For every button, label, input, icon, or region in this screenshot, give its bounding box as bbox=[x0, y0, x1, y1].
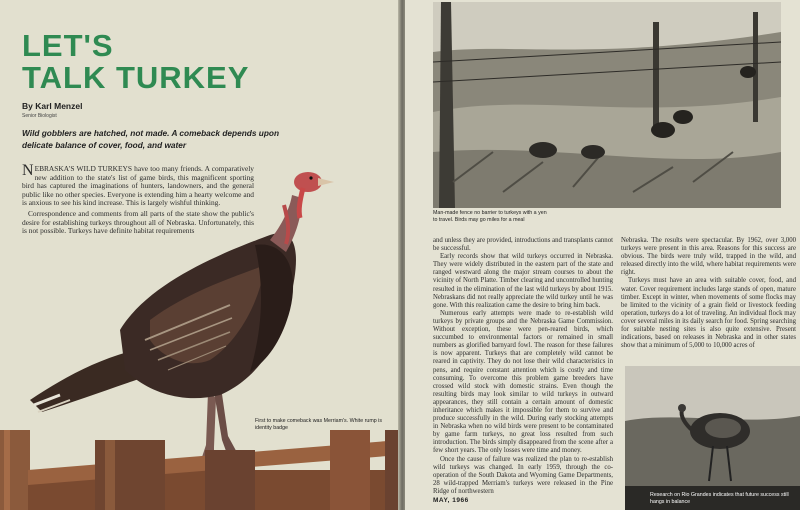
article-column-2 bbox=[621, 237, 796, 350]
intro-paragraph-1-text: EBRASKA'S WILD TURKEYS have too many friends. A comparatively new addition to the state's list of game birds, this magnificent sporting bird has captured the imaginations of hunters, landowners, and the general public like no other species. Everyone is extending him a hearty welcome and is anxious to see his kind increase. This is largely wishful thinking. bbox=[22, 164, 254, 208]
turkey-photo-caption: First to make comeback was Merriam's. White rump is identity badge bbox=[255, 418, 382, 431]
col1-paragraph: and unless they are provided, introductions and transplants cannot be successful. bbox=[433, 237, 613, 253]
page-footer-date: MAY, 1966 bbox=[433, 497, 469, 504]
article-column-1 bbox=[433, 237, 613, 496]
byline: By Karl Menzel bbox=[22, 101, 83, 111]
author-role: Senior Biologist bbox=[22, 113, 57, 119]
col2-paragraph: Turkeys must have an area with suitable cover, food, and water. Cover requirement includes large stands of open, mature timber. Except in winter, when movements of some flocks may be limited to the vicinity of a grain field or livestock feeding operation, turkeys do a lot of traveling. An individual flock may cover several miles in its daily search for food. Spring searching for suitable nesting sites is also quite extensive. Present indications, based on releases in Nebraska and in other states show that a minimum of 5,000 to 10,000 acres of bbox=[621, 277, 796, 350]
col2-paragraph: Nebraska. The results were spectacular. By 1962, over 3,000 turkeys were present in this area. Reasons for this success are obvious. The birds were truly wild, trapped in the wild, and released directly into the wild, where habitat requirements were right. bbox=[621, 237, 796, 277]
fence-photo-caption: Man-made fence no barrier to turkeys with a yen to travel. Birds may go miles for a meal bbox=[433, 210, 547, 223]
article-deck: Wild gobblers are hatched, not made. A comeback depends upon delicate balance of cover, food, and water bbox=[22, 128, 280, 150]
intro-paragraph-2: Correspondence and comments from all parts of the state show the public's desire for establishing turkeys throughout all of Nebraska. Unfortunately, this is not possible. Turkeys have definite habitat requirements bbox=[22, 208, 254, 236]
title-line-1: LET'S bbox=[22, 28, 114, 63]
rio-grande-turkey-photo bbox=[625, 366, 800, 510]
col1-paragraph: Once the cause of failure was realized the plan to re-establish wild turkeys was changed. In early 1959, through the co-operation of the South Dakota and Wyoming Game Departments, 28 wild-trapped Merriam's turkeys were released in the Pine Ridge of northwestern bbox=[433, 455, 613, 495]
turkeys-fence-photo bbox=[433, 2, 781, 208]
drop-cap: N bbox=[22, 162, 34, 179]
right-page bbox=[405, 0, 800, 510]
col1-paragraph: Early records show that wild turkeys occurred in Nebraska. They were widely distributed in the eastern part of the state and ranged westward along the major stream courses to about the vicinity of North Platte. Timber clearing and uncontrolled hunting resulted in the elimination of the last wild turkeys by about 1915. Nebraskans did not really appreciate the wild turkey until he was gone. With this realization came the desire to bring him back. bbox=[433, 253, 613, 309]
title-line-2: TALK TURKEY bbox=[22, 60, 250, 95]
col1-paragraph: Numerous early attempts were made to re-establish wild turkeys by private groups and the Nebraska Game Commission. Without exception, these were pen-reared birds, which succumbed to environmental factors or remained in small numbers as glorified barnyard fowl. The reason for these failures is now apparent. Turkeys that are completely wild cannot be reared in captivity. They do not lose their wild characteristics in pens, and require constant attention which is costly and time consuming. To overcome this problem game breeders have crossed wild stock with domestic strains. Even though the resulting birds may look similar to wild turkeys in outward appearances, they still contain a certain amount of domestic inheritance which makes it impossible for them to survive and produce successfully in the wild. During early stocking attempts in Nebraska when no wild birds were present to be contaminated by game farm turkeys, no great loss resulted from such introduction. The birds simply disappeared from the scene after a few short years. The only losses were time and money. bbox=[433, 309, 613, 455]
rio-grande-photo-caption: Research on Rio Grandes indicates that future success still hangs in balance bbox=[650, 492, 789, 505]
